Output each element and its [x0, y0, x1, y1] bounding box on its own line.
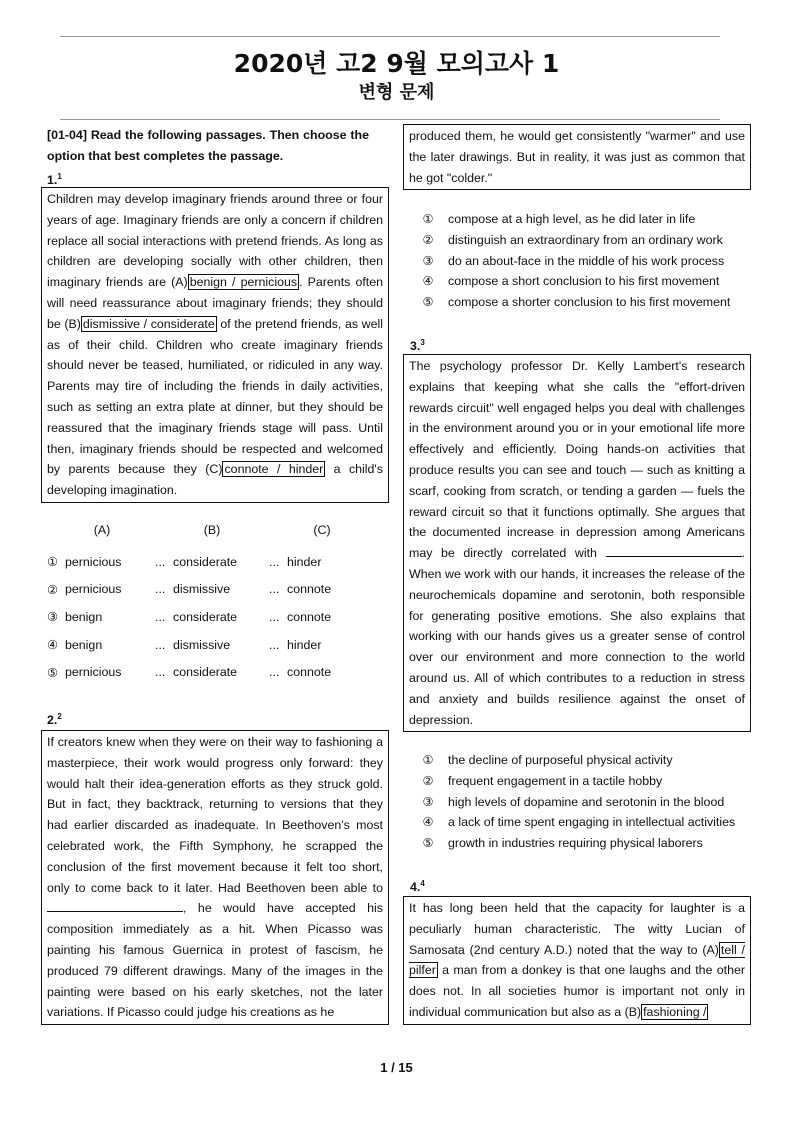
option-row[interactable] — [408, 812, 753, 833]
option-text: distinguish an extraordinary from an ordinary work — [448, 232, 723, 247]
question-3-label: 3.$^3$ — [410, 338, 425, 354]
dots: ... — [269, 554, 280, 569]
option-number: ③ — [47, 610, 59, 625]
option-row[interactable] — [408, 251, 753, 272]
header-a: (A) — [93, 522, 111, 537]
question-2-passage-continued — [403, 124, 751, 190]
question-2-passage — [41, 730, 389, 1025]
option-row[interactable] — [408, 230, 753, 251]
option-c: connote — [287, 609, 332, 624]
question-2-option-list — [408, 209, 753, 313]
option-number: ⑤ — [422, 295, 434, 310]
page-title: 2020년 고2 9월 모의고사 1 — [233, 49, 560, 78]
passage-text: The psychology professor Dr. Kelly Lambert's research explains that keeping what she calls the "effort-driven rewards circuit" well engaged helps you deal with challenges in the environment around you or in your emotional life more effectively and efficiently. Doing hands-on activities that produce results you can see and touch — such as knitting a scarf, cooking from scratch, or tending a garden — fuels the reward circuit so that it functions optimally. She argues that the documented increase in depression among Americans may be directly correlated with — [409, 359, 745, 561]
options-header — [47, 516, 377, 544]
option-number: ② — [422, 773, 434, 788]
question-1-options — [47, 516, 377, 544]
header-b: (B) — [203, 522, 221, 537]
option-b: dismissive — [173, 637, 231, 652]
answer-blank — [47, 899, 183, 912]
passage-text: . Parents often will need reassurance about imaginary friends; they should be (B) — [47, 275, 384, 331]
option-number: ④ — [422, 274, 434, 289]
option-number: ① — [47, 555, 59, 570]
dots: ... — [269, 609, 280, 624]
option-number: ① — [422, 212, 434, 226]
choice-box-b: fashioning / — [643, 1004, 707, 1019]
option-row[interactable] — [408, 792, 753, 813]
option-row[interactable] — [408, 292, 753, 313]
top-rule — [60, 36, 720, 37]
option-row[interactable] — [408, 209, 753, 230]
option-b: considerate — [173, 665, 238, 680]
passage-text: , he would have accepted his composition immediately as a hit. When Picasso was painting his famous Guernica in protest of fascism, he produced 79 different drawings. Many of the images in the painting were based on his early sketches, not the later variations. If Picasso could judge his creations as he — [47, 901, 383, 1020]
passage-text: a man from a donkey is that one laughs and the other does not. In all societies humor is important not only in individual communication but also as a (B) — [409, 963, 745, 1019]
dots: ... — [269, 665, 280, 680]
page-number: 1 / 15 — [380, 1060, 413, 1075]
dots: ... — [269, 637, 280, 652]
option-b: considerate — [173, 554, 238, 569]
option-number: ① — [422, 753, 434, 767]
question-2-label: 2.$^2$ — [47, 712, 62, 728]
option-number: ④ — [47, 638, 59, 653]
passage-text: Children may develop imaginary friends around three or four years of age. Imaginary friends are only a concern if children replace all social interactions with pretend friends. As long as children are developing socially with other children, then imaginary friends are (A) — [47, 192, 383, 290]
dots: ... — [155, 665, 166, 680]
option-text: frequent engagement in a tactile hobby — [448, 773, 663, 788]
option-text: compose a shorter conclusion to his first movement — [448, 295, 731, 310]
option-number: ③ — [422, 794, 434, 809]
option-text: growth in industries requiring physical laborers — [448, 836, 703, 851]
page-subtitle: 변형 문제 — [358, 82, 435, 103]
option-text: the decline of purposeful physical activity — [448, 753, 673, 767]
option-row[interactable] — [47, 658, 367, 686]
dots: ... — [155, 609, 166, 624]
option-a: pernicious — [65, 582, 122, 597]
passage-text: of the pretend friends, as well as of their child. Children who create imaginary friends should never be teased, humiliated, or ridiculed in any way. Parents may tire of including the friends in daily activities, such as setting an extra plate at dinner, but they should be reassured that the imaginary friends stage will pass. Until then, imaginary friends should be respected and welcomed by parents because they (C) — [47, 316, 383, 477]
choice-box-b: dismissive / considerate — [82, 316, 215, 331]
option-row[interactable] — [47, 548, 367, 576]
dots: ... — [155, 582, 166, 597]
instructions: [01-04] Read the following passages. Then choose the option that best completes the passage. — [47, 128, 369, 163]
choice-box-c: connote / hinder — [224, 462, 324, 477]
passage-text: a child's developing imagination. — [47, 462, 383, 498]
option-row[interactable] — [47, 603, 367, 631]
option-number: ② — [47, 582, 59, 597]
option-row[interactable] — [408, 833, 753, 854]
passage-text: . When we work with our hands, it increases the release of the neurochemicals dopamine and serotonin, both responsible for generating positive emotions. She also explains that working with our hands gives us a greater sense of control over our environment and more connection to the world around us. All of which contributes to a reduction in stress and anxiety and builds resilience against the onset of depression. — [409, 546, 745, 727]
option-text: a lack of time spent engaging in intellectual activities — [448, 815, 736, 830]
option-text: do an about-face in the middle of his work process — [448, 253, 725, 268]
answer-blank — [606, 544, 742, 557]
option-a: pernicious — [65, 554, 122, 569]
option-c: connote — [287, 665, 332, 680]
dots: ... — [155, 637, 166, 652]
option-c: connote — [287, 582, 332, 597]
header-rule — [60, 119, 720, 120]
header-c: (C) — [313, 522, 331, 537]
option-number: ③ — [422, 253, 434, 268]
passage-text: If creators knew when they were on their way to fashioning a masterpiece, their work would progress only forward: they would halt their idea-generation efforts as they struck gold. But in fact, they backtrack, returning to versions that they had earlier discarded as inadequate. In Beethoven's most celebrated work, the Fifth Symphony, he scrapped the conclusion of the first movement because it felt too short, only to come back to it later. Had Beethoven been able to — [47, 735, 383, 895]
option-number: ④ — [422, 815, 434, 830]
option-row[interactable] — [47, 576, 367, 604]
question-4-label: 4.$^4$ — [410, 879, 425, 895]
option-a: benign — [65, 609, 103, 624]
question-1-label: 1.$^1$ — [47, 172, 62, 188]
option-row[interactable] — [47, 631, 367, 659]
option-text: high levels of dopamine and serotonin in the blood — [448, 794, 725, 809]
choice-box-a: benign / pernicious — [189, 275, 298, 290]
dots: ... — [155, 554, 166, 569]
question-3-passage — [403, 354, 751, 732]
option-number: ⑤ — [422, 836, 434, 851]
option-b: dismissive — [173, 582, 231, 597]
option-number: ② — [422, 232, 434, 247]
passage-text: It has long been held that the capacity for laughter is a peculiarly human characteristic. The witty Lucian of Samosata (2nd century A.D.) noted that the way to (A) — [409, 901, 745, 957]
option-text: compose a short conclusion to his first movement — [448, 274, 720, 289]
option-text: compose at a high level, as he did later in life — [448, 212, 696, 226]
option-row[interactable] — [408, 771, 753, 792]
passage-text: produced them, he would get consistently "warmer" and use the later drawings. But in reality, it was just as common that he got "colder." — [409, 129, 745, 185]
question-3-option-list — [408, 750, 753, 854]
option-b: considerate — [173, 609, 238, 624]
option-row[interactable] — [408, 750, 753, 771]
option-a: pernicious — [65, 665, 122, 680]
question-4-passage — [403, 896, 751, 1025]
choice-box-a: tell / pilfer — [409, 942, 745, 978]
question-1-option-list — [47, 548, 367, 686]
option-c: hinder — [287, 637, 322, 652]
option-a: benign — [65, 637, 103, 652]
question-1-passage — [41, 187, 389, 503]
dots: ... — [269, 582, 280, 597]
option-row[interactable] — [408, 271, 753, 292]
option-number: ⑤ — [47, 665, 59, 680]
option-c: hinder — [287, 554, 322, 569]
